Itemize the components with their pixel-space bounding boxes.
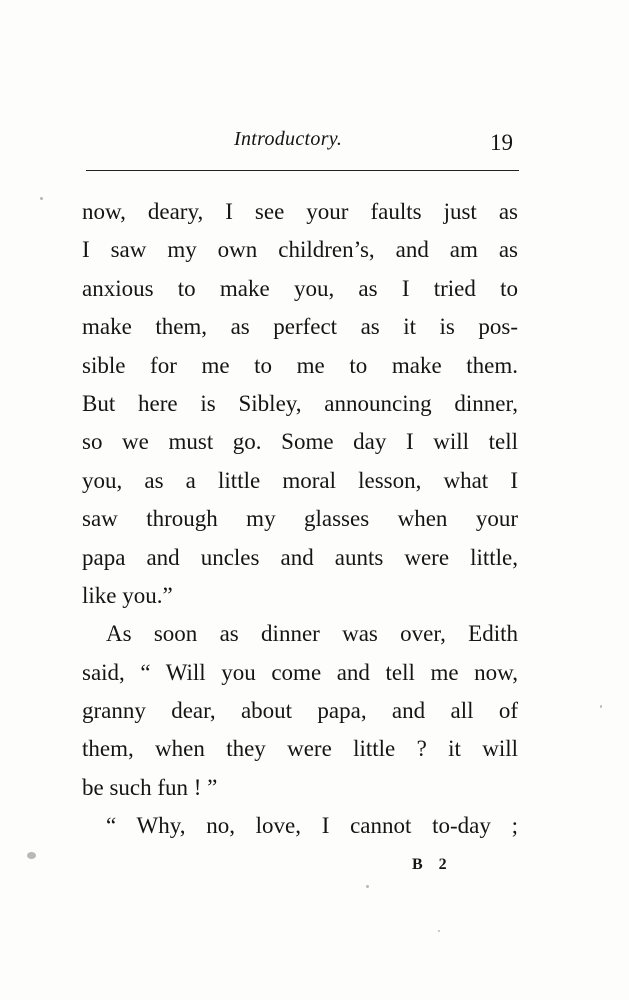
text-line: But here is Sibley, announcing dinner, (82, 390, 518, 416)
signature-mark: B 2 (412, 856, 453, 873)
header-rule (86, 170, 519, 171)
text-line: sible for me to me to make them. (82, 352, 518, 378)
text-line: anxious to make you, as I tried to (82, 275, 518, 301)
text-line: like you.” (82, 582, 173, 608)
text-line: I saw my own children’s, and am as (82, 237, 518, 263)
text-line: granny dear, about papa, and all of (82, 698, 518, 724)
body-text (82, 193, 518, 846)
text-line: saw through my glasses when your (82, 506, 518, 532)
text-line: so we must go. Some day I will tell (82, 429, 518, 455)
text-line: them, when they were little ? it will (82, 736, 518, 762)
scan-speck (366, 885, 369, 888)
running-title: Introductory. (234, 128, 343, 150)
page-number: 19 (490, 130, 513, 155)
scan-speck (27, 852, 36, 859)
text-line: be such fun ! ” (82, 774, 218, 800)
text-line: papa and uncles and aunts were little, (82, 544, 518, 570)
scan-speck (438, 930, 440, 932)
text-line: make them, as perfect as it is pos- (82, 314, 518, 340)
text-line: As soon as dinner was over, Edith (106, 621, 518, 647)
text-line: “ Why, no, love, I cannot to-day ; (106, 813, 518, 839)
scan-speck (40, 197, 43, 200)
text-line: said, “ Will you come and tell me now, (82, 659, 518, 685)
scan-speck (600, 705, 602, 708)
text-line: now, deary, I see your faults just as (82, 199, 518, 224)
text-line: you, as a little moral lesson, what I (82, 467, 518, 493)
